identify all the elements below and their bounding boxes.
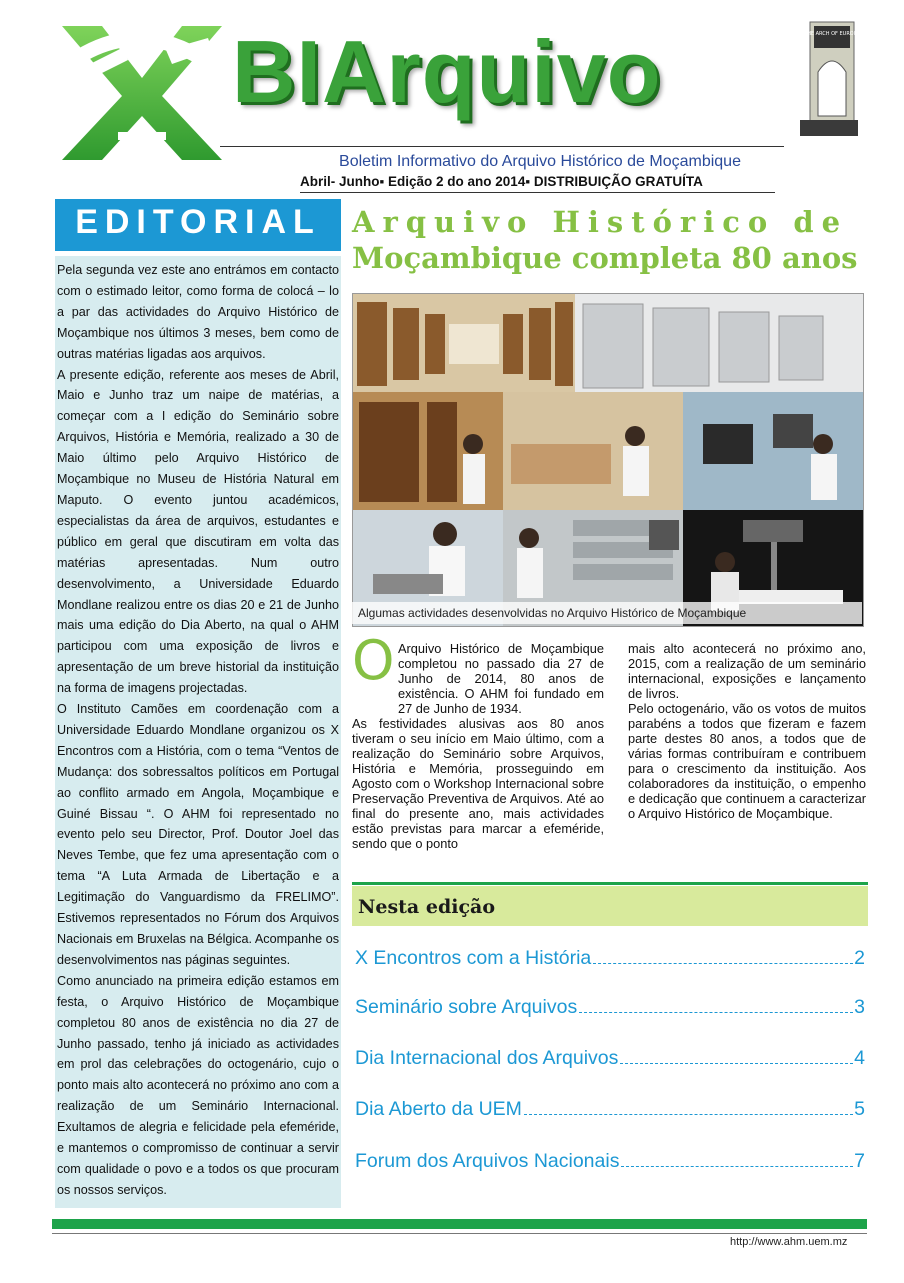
toc-title: Nesta edição bbox=[358, 896, 495, 918]
article-title-line1: Arquivo Histórico de bbox=[352, 205, 849, 239]
ahm-logo-icon bbox=[62, 20, 222, 160]
editorial-paragraph: Pela segunda vez este ano entrámos em contacto com o estimado leitor, como forma de colocá – lo a par das actividades do Arquivo Histórico de Moçambique nos últimos 3 meses, bem como de outras matérias ligadas aos arquivos. bbox=[57, 263, 339, 361]
toc-leader bbox=[579, 1012, 853, 1013]
edition-line: Abril- Junho▪ Edição 2 do ano 2014▪ DISTRIBUIÇÃO GRATUÍTA bbox=[300, 174, 703, 189]
editorial-paragraph: O Instituto Camões em coordenação com a Universidade Eduardo Mondlane organizou os X Encontros com a História, com o tema “Ventos de Mudança: dos sobressaltos políticos em Portugal ao conflito armado em Angola, Moçambique e Guiné Bissau “. O AHM foi representado no evento pelo seu Director, Prof. Doutor Joel das Neves Tembe, que fez uma apresentação com o tema “A Luta Armada de Libertação e a Legitimação do Vanguardismo da FRELIMO”. Estivemos representados no Fórum dos Arquivos Nacionais em Bruxelas na Bélgica. Acompanhe os desenvolvimentos nas páginas seguintes. bbox=[57, 702, 339, 967]
bulletin-subtitle: Boletim Informativo do Arquivo Histórico de Moçambique bbox=[339, 153, 741, 170]
footer-rule bbox=[52, 1233, 867, 1234]
toc-item-label: Forum dos Arquivos Nacionais bbox=[355, 1150, 620, 1172]
toc-item[interactable] bbox=[355, 1098, 865, 1121]
article-title-line2: Moçambique completa 80 anos bbox=[352, 241, 858, 275]
toc-item-label: X Encontros com a História bbox=[355, 947, 592, 969]
article-first-paragraph: Arquivo Histórico de Moçambique completou no passado dia 27 de Junho de 2014, 80 anos de existência. O AHM foi fundado em 27 de Junho de 1934. bbox=[398, 641, 604, 716]
article-title bbox=[352, 204, 862, 276]
website-link[interactable]: http://www.ahm.uem.mz bbox=[730, 1236, 848, 1248]
article-column-2 bbox=[628, 641, 866, 821]
toc-item[interactable] bbox=[355, 1150, 865, 1173]
edition-rule bbox=[300, 192, 775, 193]
toc-item[interactable] bbox=[355, 996, 865, 1019]
footer-bar bbox=[52, 1219, 867, 1229]
photo-caption: Algumas actividades desenvolvidas no Arquivo Histórico de Moçambique bbox=[352, 602, 862, 624]
toc-page-number: 3 bbox=[854, 996, 865, 1018]
article-paragraph: mais alto acontecerá no próximo ano, 2015, com a realização de um seminário internacional, exposições e lançamento de livros. bbox=[628, 641, 866, 701]
editorial-title: EDITORIAL bbox=[75, 203, 321, 241]
toc-page-number: 7 bbox=[854, 1150, 865, 1172]
toc-item-label: Dia Internacional dos Arquivos bbox=[355, 1047, 619, 1069]
toc-rule bbox=[352, 882, 868, 885]
archive-activities-photo-collage bbox=[352, 293, 864, 627]
toc-item[interactable] bbox=[355, 1047, 865, 1070]
editorial-paragraph: A presente edição, referente aos meses de Abril, Maio e Junho traz um naipe de matérias, a começar com a I edição do Seminário sobre Arquivos, História e Memória, realizado a 30 de Maio último pelo Arquivo Histórico de Moçambique no Museu de História Natural em Maputo. O evento juntou académicos, especialistas da área de arquivos, estudantes e público em geral que discutiram em volta das matérias apresentadas. Num outro desenvolvimento, a Universidade Eduardo Mondlane realizou entre os dias 20 e 21 de Junho mais uma edição do Dia Aberto, na qual o AHM participou com uma exposição de livros e apresentação de um breve historial da instituição na forma de imagens projectadas. bbox=[57, 367, 339, 696]
article-column-1 bbox=[352, 641, 604, 851]
editorial-paragraph: Como anunciado na primeira edição estamos em festa, o Arquivo Histórico de Moçambique completou 80 anos de existência no dia 27 de Junho passado, tenho já iniciado as actividades em prol das celebrações do octogenário, cujo o ponto mais alto acontecerá no próximo ano com a realização de um Seminário Internacional. Exultamos de alegria e felicidade pela efeméride, e mantemos o compromisso de continuar a servir com qualidade o povo e a todos os que procuram os nossos serviços. bbox=[57, 973, 339, 1197]
editorial-text bbox=[57, 260, 339, 1201]
toc-leader bbox=[621, 1166, 853, 1167]
toc-page-number: 5 bbox=[854, 1098, 865, 1120]
toc-page-number: 4 bbox=[854, 1047, 865, 1069]
masthead-title: BIArquivo bbox=[232, 22, 662, 121]
trophy-award-icon bbox=[796, 20, 862, 140]
toc-leader bbox=[620, 1063, 853, 1064]
header-rule bbox=[220, 146, 784, 147]
toc-leader bbox=[593, 963, 853, 964]
toc-leader bbox=[524, 1114, 853, 1115]
drop-cap: O bbox=[352, 629, 395, 692]
article-paragraph: As festividades alusivas aos 80 anos tiveram o seu início em Maio último, com a realização do Seminário sobre Arquivos, História e Memória, prosseguindo em Agosto com o Workshop Internacional sobre Preservação Preventiva de Arquivos. Até ao final do presente ano, mais actividades estão previstas para marcar a efeméride, sendo que o ponto bbox=[352, 716, 604, 851]
trophy-text: THE ARCH OF EUROPE bbox=[804, 31, 860, 37]
toc-item-label: Dia Aberto da UEM bbox=[355, 1098, 522, 1120]
toc-item[interactable] bbox=[355, 947, 865, 970]
article-paragraph: Pelo octogenário, vão os votos de muitos parabéns a todos que fizeram e fazem parte destes 80 anos, a todos que de várias formas contribuíram e contribuem para o crescimento da instituição. Aos colaboradores da instituição, o empenho e dedicação que continuem a caracterizar o Arquivo Histórico de Moçambique. bbox=[628, 701, 866, 821]
toc-item-label: Seminário sobre Arquivos bbox=[355, 996, 578, 1018]
toc-page-number: 2 bbox=[854, 947, 865, 969]
